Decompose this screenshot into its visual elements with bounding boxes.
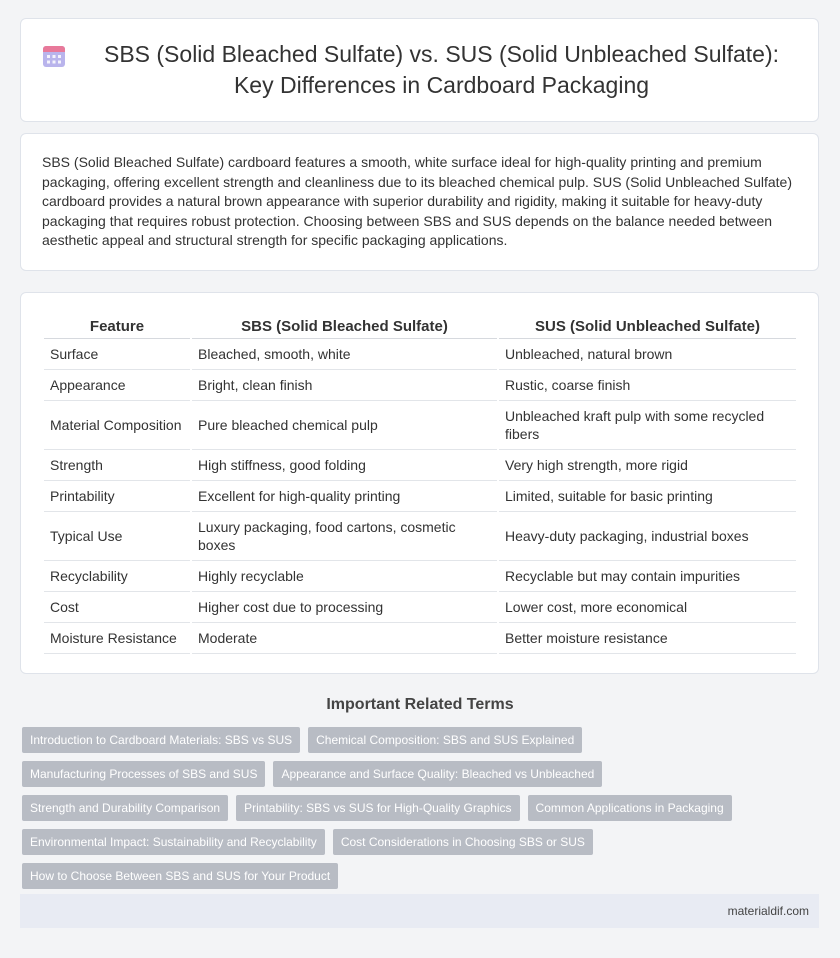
header-sbs: SBS (Solid Bleached Sulfate) [192,310,497,339]
sus-cell: Limited, suitable for basic printing [499,481,796,512]
sus-cell: Recyclable but may contain impurities [499,561,796,592]
related-term-link[interactable]: Printability: SBS vs SUS for High-Quality Graphics [236,795,519,821]
sbs-cell: Highly recyclable [192,561,497,592]
sbs-cell: Bright, clean finish [192,370,497,401]
feature-cell: Material Composition [44,401,190,450]
sbs-cell: High stiffness, good folding [192,450,497,481]
sus-cell: Rustic, coarse finish [499,370,796,401]
sbs-cell: Luxury packaging, food cartons, cosmetic boxes [192,512,497,561]
related-terms-title: Important Related Terms [326,696,514,713]
header-card [20,18,819,122]
sbs-cell: Moderate [192,623,497,654]
sus-cell: Unbleached kraft pulp with some recycled fibers [499,401,796,450]
comparison-card [20,292,819,674]
sbs-cell: Pure bleached chemical pulp [192,401,497,450]
table-row [44,592,796,623]
table-row [44,512,796,561]
sbs-cell: Higher cost due to processing [192,592,497,623]
sus-cell: Heavy-duty packaging, industrial boxes [499,512,796,561]
summary-card [20,133,819,271]
comparison-table [42,310,798,654]
sus-cell: Unbleached, natural brown [499,339,796,370]
table-row [44,623,796,654]
sus-cell: Better moisture resistance [499,623,796,654]
sbs-cell: Bleached, smooth, white [192,339,497,370]
page-title: SBS (Solid Bleached Sulfate) vs. SUS (Solid Unbleached Sulfate): Key Differences in Cardboard Packaging [103,41,780,98]
table-row [44,481,796,512]
related-term-link[interactable]: Chemical Composition: SBS and SUS Explained [308,727,582,753]
footer [20,894,819,928]
footer-site-link[interactable]: materialdif.com [727,904,809,918]
related-term-link[interactable]: Environmental Impact: Sustainability and Recyclability [22,829,325,855]
related-term-link[interactable]: Appearance and Surface Quality: Bleached vs Unbleached [273,761,602,787]
header-feature: Feature [44,310,190,339]
related-term-link[interactable]: Introduction to Cardboard Materials: SBS vs SUS [22,727,300,753]
table-row [44,450,796,481]
feature-cell: Recyclability [44,561,190,592]
related-term-link[interactable]: Strength and Durability Comparison [22,795,228,821]
table-row [44,401,796,450]
header-sus: SUS (Solid Unbleached Sulfate) [499,310,796,339]
feature-cell: Strength [44,450,190,481]
related-term-link[interactable]: Cost Considerations in Choosing SBS or SUS [333,829,593,855]
summary-text: SBS (Solid Bleached Sulfate) cardboard features a smooth, white surface ideal for high-quality printing and premium packaging, offering excellent strength and cleanliness due to its bleached chemical pulp. SUS (Solid Unbleached Sulfate) cardboard provides a natural brown appearance with superior durability and rigidity, making it suitable for heavy-duty packaging that requires robust protection. Choosing between SBS and SUS depends on the balance needed between aesthetic appeal and structural strength for specific packaging applications. [42,154,792,249]
feature-cell: Appearance [44,370,190,401]
table-header-row [44,310,796,339]
table-row [44,561,796,592]
sus-cell: Lower cost, more economical [499,592,796,623]
feature-cell: Typical Use [44,512,190,561]
table-row [44,370,796,401]
sus-cell: Very high strength, more rigid [499,450,796,481]
related-terms-list [22,727,822,897]
related-term-link[interactable]: Manufacturing Processes of SBS and SUS [22,761,265,787]
calendar-grid-icon [41,43,67,69]
feature-cell: Surface [44,339,190,370]
feature-cell: Cost [44,592,190,623]
feature-cell: Printability [44,481,190,512]
related-term-link[interactable]: How to Choose Between SBS and SUS for Your Product [22,863,338,889]
table-row [44,339,796,370]
sbs-cell: Excellent for high-quality printing [192,481,497,512]
related-term-link[interactable]: Common Applications in Packaging [528,795,732,821]
feature-cell: Moisture Resistance [44,623,190,654]
